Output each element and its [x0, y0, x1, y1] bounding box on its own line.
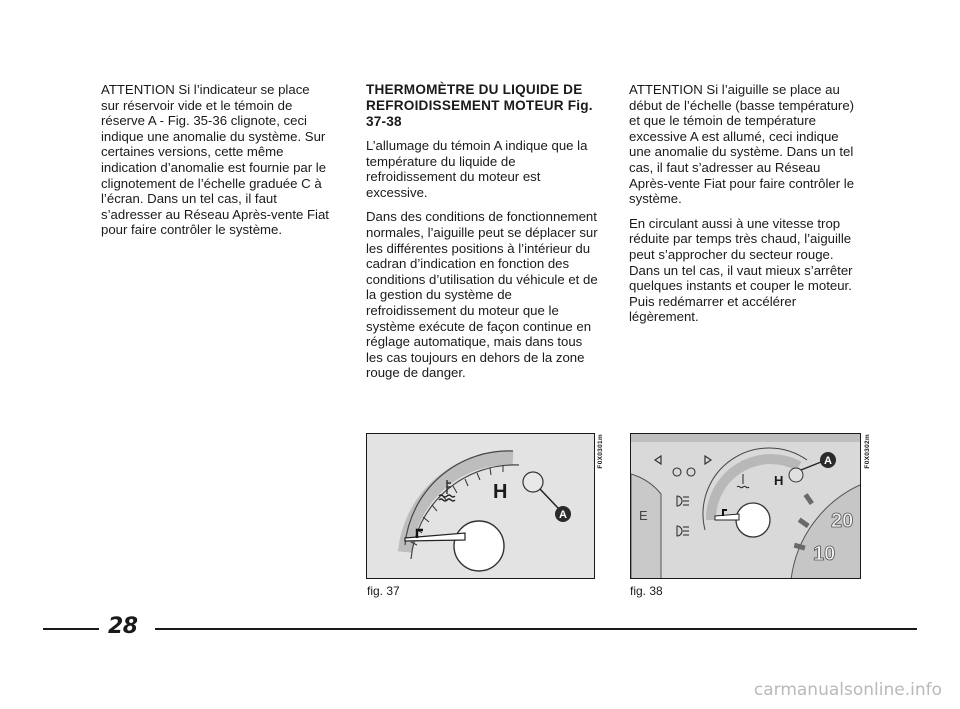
paragraph-warning-light: L’allumage du témoin A indique que la température du liquide de refroidissement du moteur est excessive. [366, 138, 588, 200]
column-left [101, 82, 329, 247]
speed-20-label: 20 [831, 510, 854, 532]
figure-38-instrument-panel [630, 433, 861, 579]
gauge-hot-label: H [493, 481, 508, 503]
paragraph-normal-conditions: Dans des conditions de fonctionnement normales, l’aiguille peut se déplacer sur les différentes positions à l’intérieur du cadran d’indication en fonction des conditions d’utilisation du véhicule et de la gestion du système de refroidissement du moteur que le système exécute de façon continue en réglage automatique, mais dans tous les cas toujours en dehors de la zone rouge de danger. [366, 209, 598, 381]
figure-38-code: F0X0302m [864, 434, 871, 469]
instrument-panel-illustration [631, 434, 861, 579]
attention-needle-text: ATTENTION Si l’aiguille se place au début de l’échelle (basse température) et que le témoin de température excessive A est allumé, ceci indique une anomalie du système. Dans un tel cas, il faut s’adresser au Réseau Après-vente Fiat pour faire contrôler le système. [629, 82, 855, 207]
paragraph-low-speed: En circulant aussi à une vitesse trop réduite par temps très chaud, l’aiguille peut s’approcher du secteur rouge. Dans un tel cas, il vaut mieux s’arrêter quelques instants et couper le moteur. [629, 215, 853, 294]
footer-rule-right [155, 628, 917, 630]
temperature-gauge-illustration [367, 434, 595, 579]
figure-37-temperature-gauge [366, 433, 595, 579]
attention-fuel-text: ATTENTION Si l’indicateur se place sur réservoir vide et le témoin de réserve A - Fig. 35-36 clignote, ceci indique une anomalie du système. Sur certaines versions, cette même indication d’anomalie est fournie par le clignotement de l’échelle graduée C à l’écran. Dans un tel cas, il faut s’adresser au Réseau Après-vente Fiat pour faire contrôler le système. [101, 82, 329, 238]
watermark: carmanualsonline.info [753, 680, 942, 700]
figure-37-caption: fig. 37 [367, 584, 400, 598]
column-right [629, 82, 861, 334]
paragraph-restart: Puis redémarrer et accélérer légèrement. [629, 293, 797, 325]
warning-light-indicator-38 [789, 468, 803, 482]
column-middle [366, 82, 598, 390]
speed-10-label: 10 [813, 543, 836, 565]
gauge-hot-label-38: H [774, 473, 784, 488]
fuel-empty-label: E [639, 508, 648, 523]
callout-a-label-38: A [824, 455, 832, 467]
callout-a-label: A [559, 509, 567, 521]
figure-37-code: F0X0301m [597, 434, 604, 469]
section-heading: THERMOMÈTRE DU LIQUIDE DE REFROIDISSEMENT MOTEUR Fig. 37-38 [366, 82, 593, 129]
figure-38-caption: fig. 38 [630, 584, 663, 598]
footer-rule-left [43, 628, 99, 630]
page-number: 28 [108, 614, 138, 639]
